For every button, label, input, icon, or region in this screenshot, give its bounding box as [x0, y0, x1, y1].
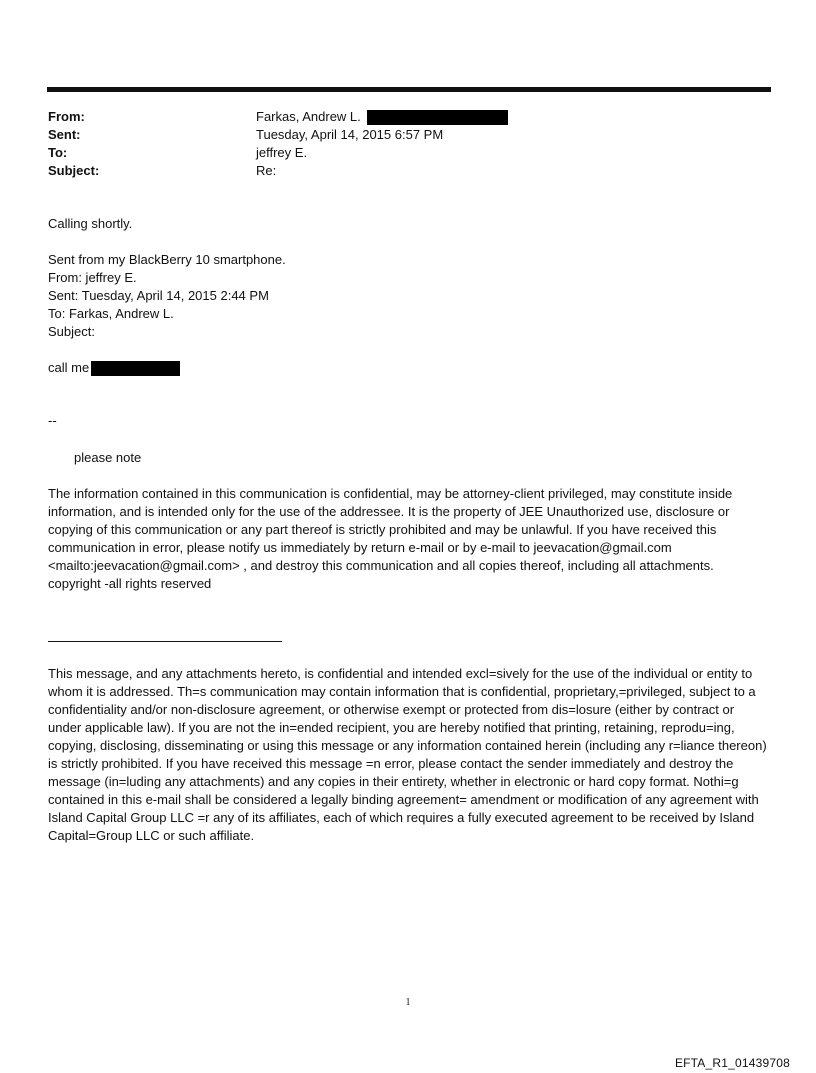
redaction-box	[367, 110, 508, 125]
subject-row	[48, 162, 748, 180]
quoted-sent: Sent: Tuesday, April 14, 2015 2:44 PM	[48, 288, 269, 303]
from-row	[48, 108, 748, 126]
quoted-message: call me	[48, 360, 90, 375]
quoted-message-block	[48, 251, 768, 341]
signature-text: Sent from my BlackBerry 10 smartphone.	[48, 252, 286, 267]
confidentiality-text: The information contained in this communication is confidential, may be attorney-client privileged, may constitute inside information, and is intended only for the use of the addressee. It is the property of JEE Unauthorized use, disclosure or copying of this communication or any part thereof is strictly prohibited and may be unlawful. If you have received this communication in error, please notify us immediately by return e-mail or by e-mail to jeevacation@gmail.com <mailto:jeevacation@gmail.com> , and destroy this communication and all copies thereof, including all attachments. copyright -all rights reserved	[48, 486, 733, 591]
divider-line	[48, 641, 282, 642]
email-header	[48, 108, 748, 180]
document-id: EFTA_R1_01439708	[674, 1056, 790, 1070]
reply-text-block	[48, 215, 768, 233]
reply-text: Calling shortly.	[48, 216, 133, 231]
page-number: 1	[405, 997, 411, 1008]
subject-value: Re:	[256, 163, 277, 178]
disclaimer-text: This message, and any attachments hereto, is confidential and intended excl=sively for the use of the individual or entity to whom it is addressed. Th=s communication may contain information that is confidential, proprietary,=privileged, subject to a confidentiality and/or non-disclosure agreement, or otherwise exempt or protected from dis=losure (either by contract or under applicable law). If you are not the in=ended recipient, you are hereby notified that printing, retaining, reprodu=ing, copying, disclosing, disseminating or using this message or any information contained herein (including any r=liance thereon) is strictly prohibited. If you have received this message =n error, please contact the sender immediately and destroy the message (in=luding any attachments) and any copies in their entirety, whether in electronic or hard copy format. Nothi=g contained in this e-mail shall be considered a legally binding agreement= amendment or modification of any agreement with Island Capital Group LLC =r any of its affiliates, each of which requires a fully executed agreement to be received by Island Capital=Group LLC or such affiliate.	[48, 666, 767, 843]
quoted-subject: Subject:	[48, 324, 95, 339]
header-top-rule	[47, 87, 771, 92]
to-label: To:	[48, 145, 68, 160]
subject-label: Subject:	[48, 163, 100, 178]
quoted-from: From: jeffrey E.	[48, 270, 137, 285]
from-value: Farkas, Andrew L.	[256, 109, 361, 124]
redaction-box	[91, 361, 180, 376]
to-row	[48, 144, 748, 162]
sent-value: Tuesday, April 14, 2015 6:57 PM	[256, 127, 444, 142]
sent-label: Sent:	[48, 127, 81, 142]
quoted-to: To: Farkas, Andrew L.	[48, 306, 174, 321]
sent-row	[48, 126, 748, 144]
to-value: jeffrey E.	[256, 145, 308, 160]
from-label: From:	[48, 109, 85, 124]
disclaimer-notice	[48, 665, 770, 845]
please-note-text: please note	[74, 450, 142, 465]
separator-block	[48, 412, 768, 430]
separator-text: --	[48, 413, 57, 428]
confidentiality-notice	[48, 485, 770, 593]
please-note-block	[74, 449, 794, 467]
call-me-block	[48, 359, 768, 377]
